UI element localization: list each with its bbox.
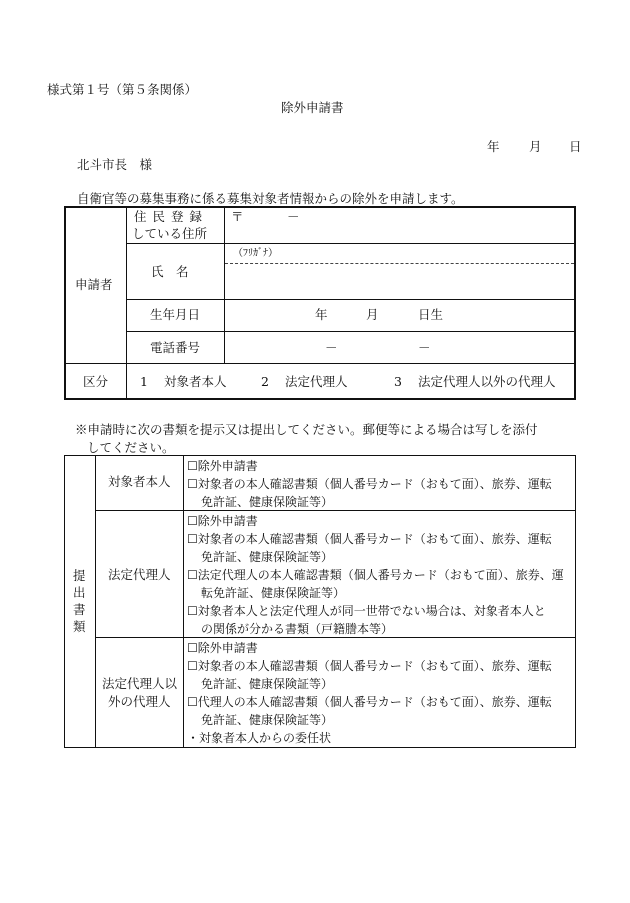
section-label-self: 対象者本人: [108, 474, 171, 489]
date-day-label: 日: [569, 139, 582, 154]
document-item-text: ☐除外申請書: [187, 641, 258, 655]
documents-group-label-char-2: 出: [73, 585, 86, 600]
date-year-label: 年: [487, 139, 500, 154]
postal-dash: －: [287, 209, 300, 224]
document-item: [187, 566, 564, 602]
section-items-legal-representative: [187, 512, 564, 638]
section-items-self: [187, 457, 552, 511]
document-item: [187, 657, 552, 693]
note-line-2: してください。: [87, 440, 175, 455]
documents-group-label-char-4: 類: [73, 619, 86, 634]
document-item-text: ☐対象者の本人確認書類（個人番号カード（おもて面）、旅券、運転: [187, 477, 552, 491]
phone-label: 電話番号: [150, 340, 201, 355]
addressee: 北斗市長 様: [77, 157, 153, 172]
birth-day-label: 日生: [418, 307, 444, 322]
page-title: 除外申請書: [281, 100, 344, 115]
document-item: [187, 457, 552, 475]
document-item-text: ☐法定代理人の本人確認書類（個人番号カード（おもて面）、旅券、運: [187, 568, 564, 582]
category-option-3-text: 法定代理人以外の代理人: [418, 374, 556, 389]
name-label: 氏 名: [151, 264, 189, 279]
document-item: [187, 693, 552, 729]
birth-month-label: 月: [366, 307, 379, 322]
category-option-2-number: 2: [261, 374, 269, 389]
furigana-label: （ﾌﾘｶﾞﾅ）: [233, 248, 278, 259]
birth-label: 生年月日: [150, 307, 201, 322]
document-item: [187, 639, 552, 657]
document-item-text-continued: 免許証、健康保険証等）: [201, 713, 334, 727]
documents-group-label-char-1: 提: [73, 568, 86, 583]
documents-group-label-char-3: 書: [73, 602, 86, 617]
category-label: 区分: [83, 374, 109, 389]
birth-year-label: 年: [315, 307, 328, 322]
category-option-3-number: 3: [394, 374, 402, 389]
category-option-2-text: 法定代理人: [285, 374, 348, 389]
document-item-text: ☐代理人の本人確認書類（個人番号カード（おもて面）、旅券、運転: [187, 695, 552, 709]
document-item: [187, 602, 564, 638]
document-item-text-continued: の関係が分かる書類（戸籍謄本等）: [201, 622, 394, 636]
section-label-other-agent-line1: 法定代理人以: [102, 676, 178, 691]
postal-mark: 〒: [231, 209, 244, 224]
document-item-text: ☐対象者の本人確認書類（個人番号カード（おもて面）、旅券、運転: [187, 532, 552, 546]
document-item: [187, 530, 564, 566]
document-item-text: ☐対象者の本人確認書類（個人番号カード（おもて面）、旅券、運転: [187, 659, 552, 673]
note-line-1: ※申請時に次の書類を提示又は提出してください。郵便等による場合は写しを添付: [75, 422, 538, 437]
form-number: 様式第１号（第５条関係）: [47, 82, 198, 97]
document-item: [187, 475, 552, 511]
category-option-1-number: 1: [140, 374, 148, 389]
section-label-legal-representative: 法定代理人: [108, 567, 171, 582]
address-label-line2: している住所: [132, 226, 208, 241]
date-month-label: 月: [529, 139, 542, 154]
document-item-text-continued: 免許証、健康保険証等）: [201, 495, 334, 509]
applicant-group-label: 申請者: [75, 277, 113, 292]
address-label-line1: 住民登録: [134, 209, 209, 224]
document-item-text: ☐対象者本人と法定代理人が同一世帯でない場合は、対象者本人と: [187, 604, 546, 618]
section-items-other-agent: [187, 639, 552, 747]
category-option-1-text: 対象者本人: [164, 374, 227, 389]
document-item-text-continued: 免許証、健康保険証等）: [201, 550, 334, 564]
document-item-text-continued: 転免許証、健康保険証等）: [201, 586, 346, 600]
intro-text: 自衛官等の募集事務に係る募集対象者情報からの除外を申請します。: [77, 191, 464, 206]
document-item: [187, 729, 552, 747]
document-item-text: ☐除外申請書: [187, 459, 258, 473]
document-item: [187, 512, 564, 530]
document-item-text-continued: 免許証、健康保険証等）: [201, 677, 334, 691]
document-item-text: ・対象者本人からの委任状: [187, 731, 332, 745]
document-item-text: ☐除外申請書: [187, 514, 258, 528]
section-label-other-agent-line2: 外の代理人: [108, 694, 171, 709]
phone-dash-1: －: [325, 340, 338, 355]
phone-dash-2: －: [418, 340, 431, 355]
